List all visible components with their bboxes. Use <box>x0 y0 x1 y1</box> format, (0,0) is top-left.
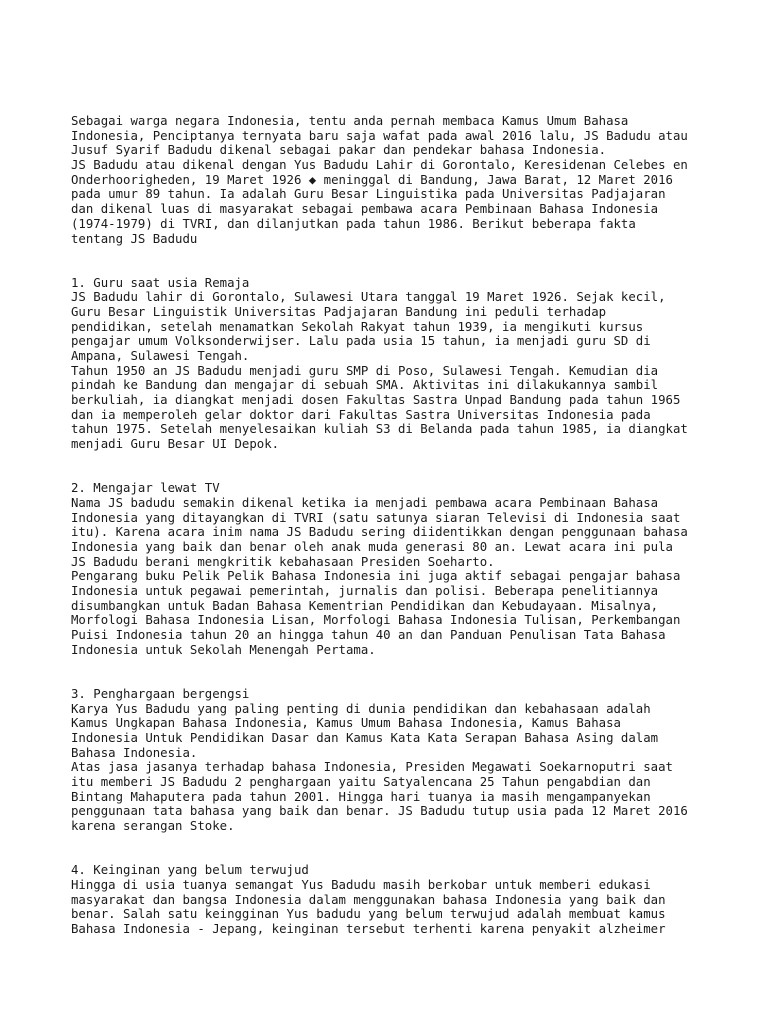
section-guru-remaja <box>71 276 711 452</box>
section-heading: 1. Guru saat usia Remaja <box>71 275 250 290</box>
text-line: Sebagai warga negara Indonesia, tentu anda pernah membaca Kamus Umum Bahasa <box>71 114 629 128</box>
text-line: pada umur 89 tahun. Ia adalah Guru Besar Linguistika pada Universitas Padjajaran <box>71 187 666 202</box>
text-line: Tahun 1950 an JS Badudu menjadi guru SMP di Poso, Sulawesi Tengah. Kemudian dia <box>71 363 659 378</box>
text-line: tahun 1975. Setelah menyelesaikan kuliah S3 di Belanda pada tahun 1985, ia diangkat <box>71 422 688 437</box>
text-line: Morfologi Bahasa Indonesia Lisan, Morfologi Bahasa Indonesia Tulisan, Perkembangan <box>71 613 681 628</box>
text-line: masyarakat dan bangsa Indonesia dalam menggunakan bahasa Indonesia yang baik dan <box>71 892 666 907</box>
text-line: Kamus Ungkapan Bahasa Indonesia, Kamus Umum Bahasa Indonesia, Kamus Bahasa <box>71 716 621 731</box>
text-line: itu memberi JS Badudu 2 penghargaan yaitu Satyalencana 25 Tahun pengabdian dan <box>71 774 651 789</box>
text-line: karena serangan Stoke. <box>71 819 235 834</box>
text-line: Atas jasa jasanya terhadap bahasa Indonesia, Presiden Megawati Soekarnoputri saat <box>71 760 673 775</box>
text-line: pindah ke Bandung dan mengajar di sebuah SMA. Aktivitas ini dilakukannya sambil <box>71 378 659 393</box>
text-line: disumbangkan untuk Badan Bahasa Kementrian Pendidikan dan Kebudayaan. Misalnya, <box>71 598 659 613</box>
text-line: JS Badudu lahir di Gorontalo, Sulawesi Utara tanggal 19 Maret 1926. Sejak kecil, <box>71 290 666 305</box>
document-page <box>71 114 711 937</box>
text-line: pendidikan, setelah menamatkan Sekolah Rakyat tahun 1939, ia mengikuti kursus <box>71 319 644 334</box>
text-line: Nama JS badudu semakin dikenal ketika ia menjadi pembawa acara Pembinaan Bahasa <box>71 495 659 510</box>
text-line: Hingga di usia tuanya semangat Yus Badudu masih berkobar untuk memberi edukasi <box>71 877 651 892</box>
text-line: Pengarang buku Pelik Pelik Bahasa Indonesia ini juga aktif sebagai pengajar bahasa <box>71 569 681 584</box>
text-line: berkuliah, ia diangkat menjadi dosen Fakultas Sastra Unpad Bandung pada tahun 1965 <box>71 393 681 408</box>
text-line: Indonesia yang ditayangkan di TVRI (satu satunya siaran Televisi di Indonesia saat <box>71 510 681 525</box>
text-line: Onderhoorigheden, 19 Maret 1926 ◆ meninggal di Bandung, Jawa Barat, 12 Maret 2016 <box>71 172 673 187</box>
text-line: Indonesia yang baik dan benar oleh anak muda generasi 80 an. Lewat acara ini pula <box>71 539 673 554</box>
text-line: Puisi Indonesia tahun 20 an hingga tahun 40 an dan Panduan Penulisan Tata Bahasa <box>71 628 666 643</box>
section-penghargaan <box>71 687 711 834</box>
section-heading: 2. Mengajar lewat TV <box>71 481 220 496</box>
text-line: Indonesia Untuk Pendidikan Dasar dan Kamus Kata Kata Serapan Bahasa Asing dalam <box>71 730 659 745</box>
text-line: Bahasa Indonesia - Jepang, keinginan tersebut terhenti karena penyakit alzheimer <box>71 921 666 936</box>
paragraph-gap <box>71 246 711 275</box>
text-line: JS Badudu atau dikenal dengan Yus Badudu Lahir di Gorontalo, Keresidenan Celebes en <box>71 158 688 173</box>
text-line: (1974-1979) di TVRI, dan dilanjutkan pada tahun 1986. Berikut beberapa fakta <box>71 216 636 231</box>
text-line: Indonesia untuk Sekolah Menengah Pertama. <box>71 642 376 657</box>
text-line: menjadi Guru Besar UI Depok. <box>71 437 280 452</box>
text-line: Indonesia, Penciptanya ternyata baru saja wafat pada awal 2016 lalu, JS Badudu atau <box>71 128 688 143</box>
section-mengajar-tv <box>71 481 711 657</box>
text-line: tentang JS Badudu <box>71 231 198 246</box>
text-line: JS Badudu berani mengkritik kebahasaan Presiden Soeharto. <box>71 554 495 569</box>
paragraph-gap <box>71 657 711 686</box>
text-line: Ampana, Sulawesi Tengah. <box>71 349 250 364</box>
intro-paragraph <box>71 114 711 246</box>
paragraph-gap <box>71 834 711 863</box>
text-line: Guru Besar Linguistik Universitas Padjajaran Bandung ini peduli terhadap <box>71 304 607 319</box>
text-line: Bintang Mahaputera pada tahun 2001. Hingga hari tuanya ia masih mengampanyekan <box>71 789 651 804</box>
text-line: Bahasa Indonesia. <box>71 745 198 760</box>
section-keinginan <box>71 863 711 936</box>
text-line: pengajar umum Volksonderwijser. Lalu pada usia 15 tahun, ia menjadi guru SD di <box>71 334 651 349</box>
text-line: Karya Yus Badudu yang paling penting di dunia pendidikan dan kebahasaan adalah <box>71 701 651 716</box>
text-line: dan dikenal luas di masyarakat sebagai pembawa acara Pembinaan Bahasa Indonesia <box>71 202 659 217</box>
text-line: penggunaan tata bahasa yang baik dan benar. JS Badudu tutup usia pada 12 Maret 2016 <box>71 804 688 819</box>
text-line: dan ia memperoleh gelar doktor dari Fakultas Sastra Universitas Indonesia pada <box>71 407 651 422</box>
text-line: Jusuf Syarif Badudu dikenal sebagai pakar dan pendekar bahasa Indonesia. <box>71 143 607 158</box>
text-line: benar. Salah satu keingginan Yus badudu yang belum terwujud adalah membuat kamus <box>71 907 666 922</box>
section-heading: 3. Penghargaan bergengsi <box>71 686 250 701</box>
section-heading: 4. Keinginan yang belum terwujud <box>71 863 309 878</box>
text-line: Indonesia untuk pegawai pemerintah, jurnalis dan polisi. Beberapa penelitiannya <box>71 584 659 599</box>
paragraph-gap <box>71 452 711 481</box>
text-line: itu). Karena acara inim nama JS Badudu sering diidentikkan dengan penggunaan bahasa <box>71 525 688 540</box>
